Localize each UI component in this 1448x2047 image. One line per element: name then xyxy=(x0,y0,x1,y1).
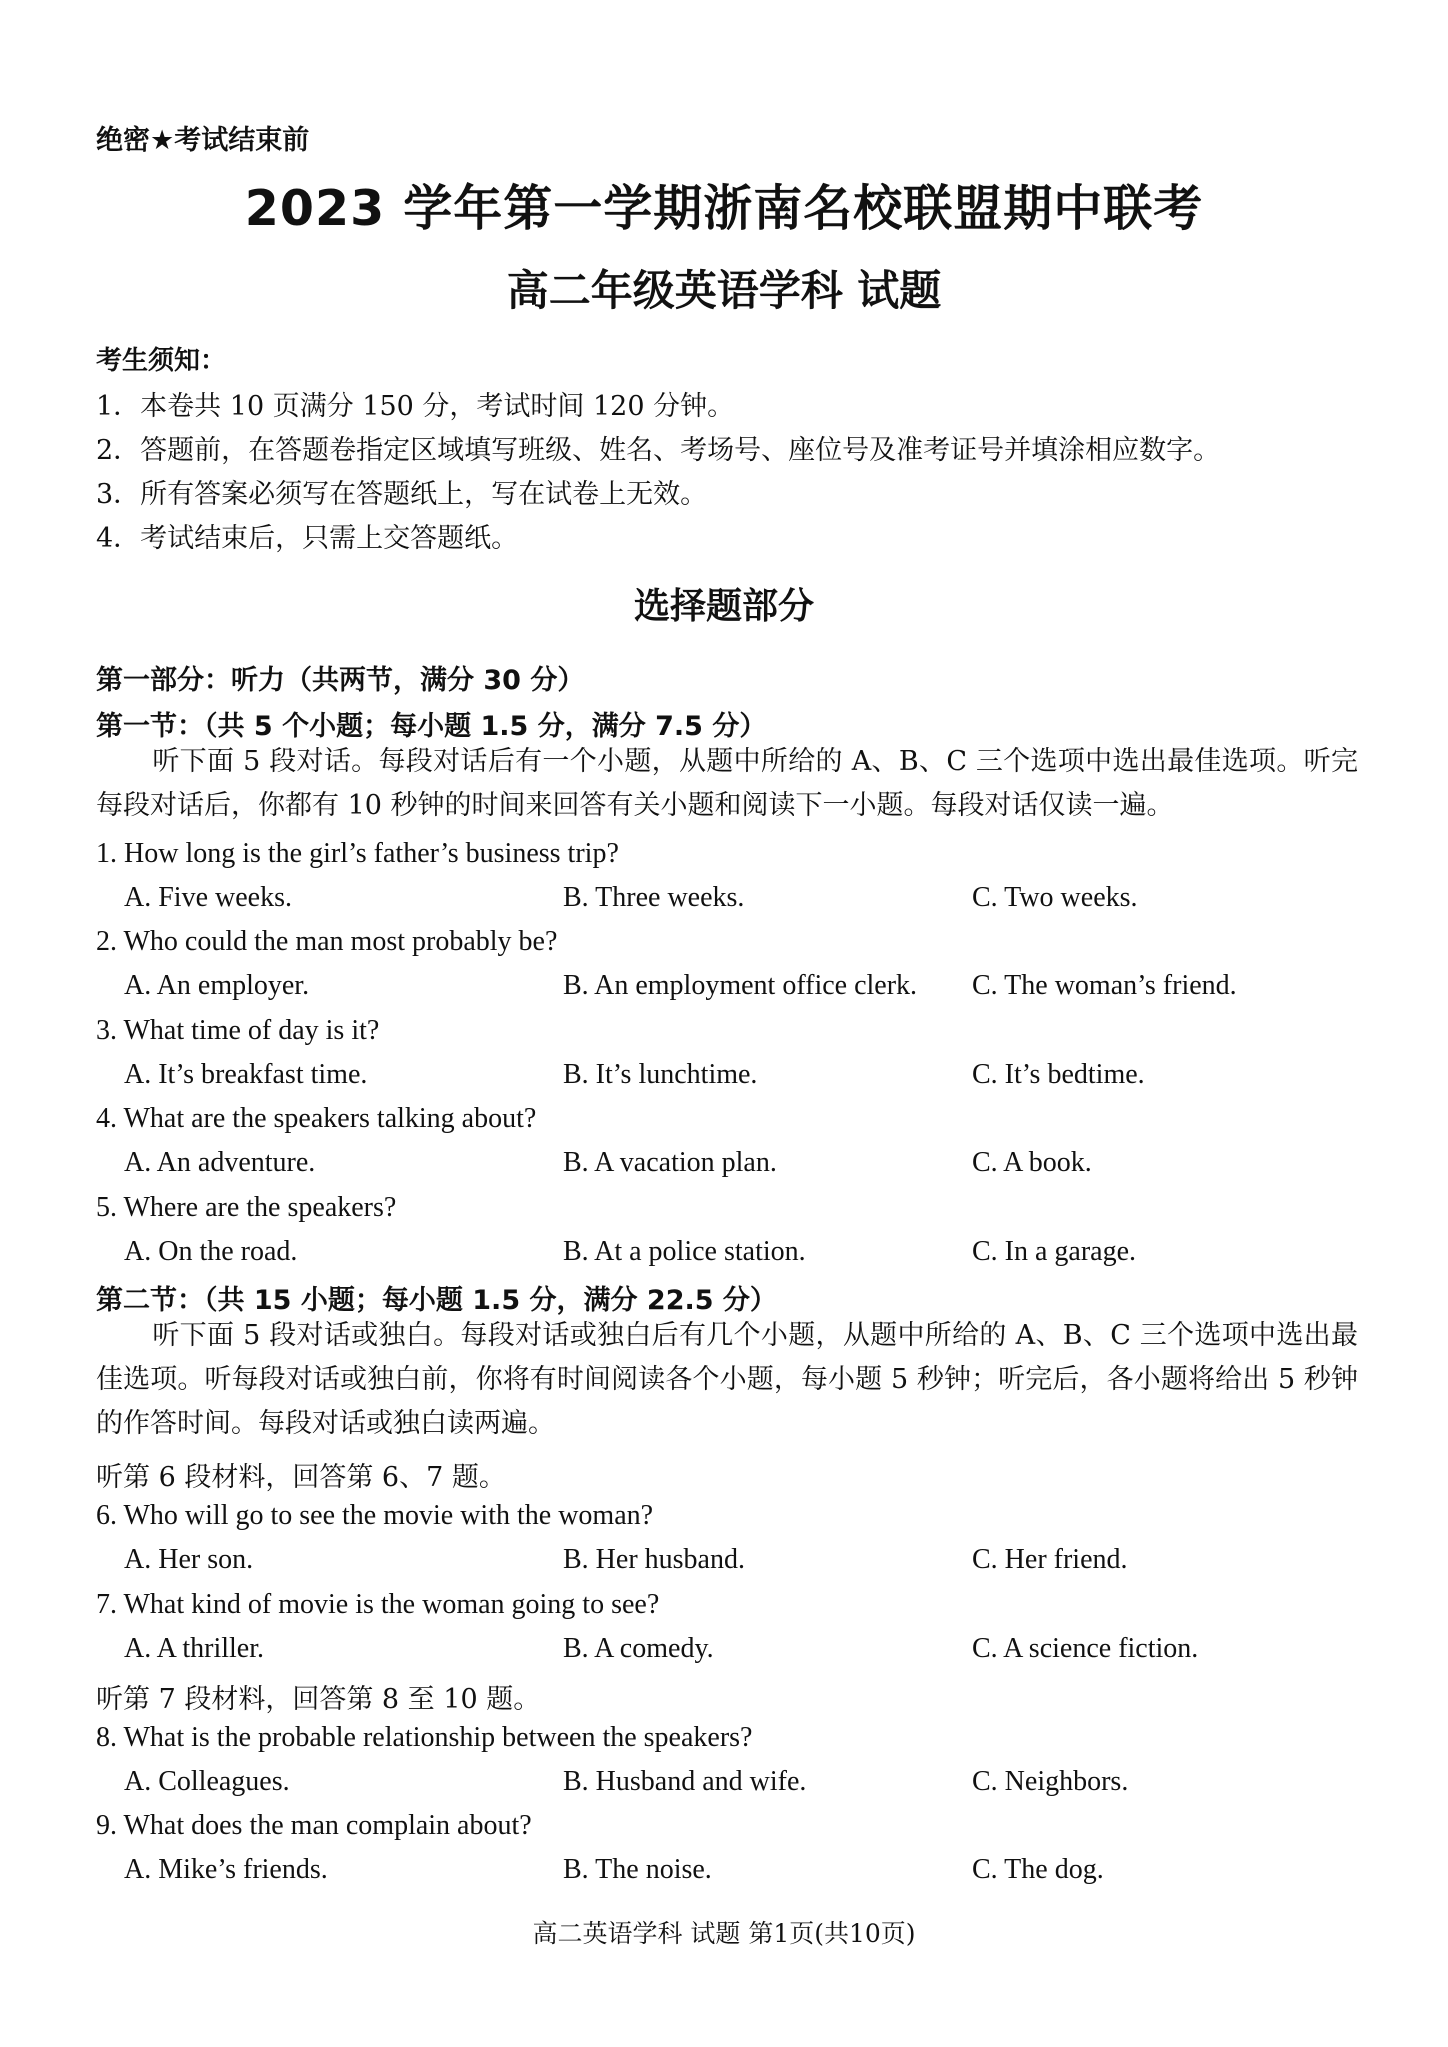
option-b: B. A vacation plan. xyxy=(563,1147,777,1178)
option-a: A. Her son. xyxy=(124,1544,254,1575)
option-a: A. An adventure. xyxy=(124,1147,316,1178)
option-a: A. Five weeks. xyxy=(124,882,292,913)
question: 6. Who will go to see the movie with the woman? xyxy=(96,1500,654,1531)
question: 8. What is the probable relationship between the speakers? xyxy=(96,1722,753,1753)
notice-item: 1．本卷共 10 页满分 150 分，考试时间 120 分钟。 xyxy=(96,391,735,422)
section2-instruction-text: 听下面 5 段对话或独白。每段对话或独白后有几个小题，从题中所给的 A、B、C 三个选项中选出最佳选项。听每段对话或独白前，你将有时间阅读各个小题，每小题 5 秒钟；听完后，各小题将给出 5 秒钟的作答时间。每段对话或独白读两遍。 xyxy=(96,1320,1358,1439)
option-a: A. Colleagues. xyxy=(124,1766,290,1797)
option-a: A. It’s breakfast time. xyxy=(124,1059,368,1090)
question: 7. What kind of movie is the woman going to see? xyxy=(96,1589,660,1620)
section1-heading: 第一节：（共 5 个小题；每小题 1.5 分，满分 7.5 分） xyxy=(96,711,767,742)
option-c: C. Neighbors. xyxy=(972,1766,1129,1797)
exam-subtitle: 高二年级英语学科 试题 xyxy=(506,266,942,315)
option-c: C. A book. xyxy=(972,1147,1092,1178)
option-b: B. It’s lunchtime. xyxy=(563,1059,758,1090)
confidential-label: 绝密★考试结束前 xyxy=(96,125,310,156)
option-a: A. Mike’s friends. xyxy=(124,1854,328,1885)
exam-title: 2023 学年第一学期浙南名校联盟期中联考 xyxy=(244,180,1204,237)
option-c: C. A science fiction. xyxy=(972,1633,1199,1664)
part-heading: 第一部分：听力（共两节，满分 30 分） xyxy=(96,665,585,696)
option-b: B. An employment office clerk. xyxy=(563,970,918,1001)
option-b: B. Husband and wife. xyxy=(563,1766,807,1797)
section1-instruction xyxy=(96,740,1358,828)
option-c: C. The dog. xyxy=(972,1854,1104,1885)
notice-item: 2．答题前，在答题卷指定区域填写班级、姓名、考场号、座位号及准考证号并填涂相应数字。 xyxy=(96,435,1221,466)
option-b: B. A comedy. xyxy=(563,1633,714,1664)
option-b: B. Three weeks. xyxy=(563,882,745,913)
question: 9. What does the man complain about? xyxy=(96,1810,532,1841)
option-b: B. Her husband. xyxy=(563,1544,745,1575)
notice-item: 4．考试结束后，只需上交答题纸。 xyxy=(96,523,519,554)
question: 2. Who could the man most probably be? xyxy=(96,926,558,957)
option-c: C. It’s bedtime. xyxy=(972,1059,1145,1090)
material-note: 听第 6 段材料，回答第 6、7 题。 xyxy=(96,1462,506,1493)
option-b: B. At a police station. xyxy=(563,1236,806,1267)
notice-heading: 考生须知： xyxy=(96,346,227,376)
option-a: A. An employer. xyxy=(124,970,310,1001)
option-a: A. A thriller. xyxy=(124,1633,264,1664)
option-b: B. The noise. xyxy=(563,1854,712,1885)
option-c: C. The woman’s friend. xyxy=(972,970,1237,1001)
page-footer: 高二英语学科 试题 第1页(共10页) xyxy=(532,1919,916,1948)
section1-instruction-text: 听下面 5 段对话。每段对话后有一个小题，从题中所给的 A、B、C 三个选项中选出最佳选项。听完每段对话后，你都有 10 秒钟的时间来回答有关小题和阅读下一小题。每段对话仅读一遍。 xyxy=(96,746,1358,821)
notice-item: 3．所有答案必须写在答题纸上，写在试卷上无效。 xyxy=(96,479,708,510)
option-c: C. Two weeks. xyxy=(972,882,1138,913)
material-note: 听第 7 段材料，回答第 8 至 10 题。 xyxy=(96,1684,541,1715)
option-a: A. On the road. xyxy=(124,1236,298,1267)
option-c: C. Her friend. xyxy=(972,1544,1128,1575)
option-c: C. In a garage. xyxy=(972,1236,1137,1267)
question: 4. What are the speakers talking about? xyxy=(96,1103,537,1134)
section-title: 选择题部分 xyxy=(633,586,814,627)
question: 1. How long is the girl’s father’s business trip? xyxy=(96,838,619,869)
section2-instruction xyxy=(96,1314,1358,1446)
section2-heading: 第二节：（共 15 小题；每小题 1.5 分，满分 22.5 分） xyxy=(96,1285,777,1316)
question: 3. What time of day is it? xyxy=(96,1015,380,1046)
question: 5. Where are the speakers? xyxy=(96,1192,397,1223)
